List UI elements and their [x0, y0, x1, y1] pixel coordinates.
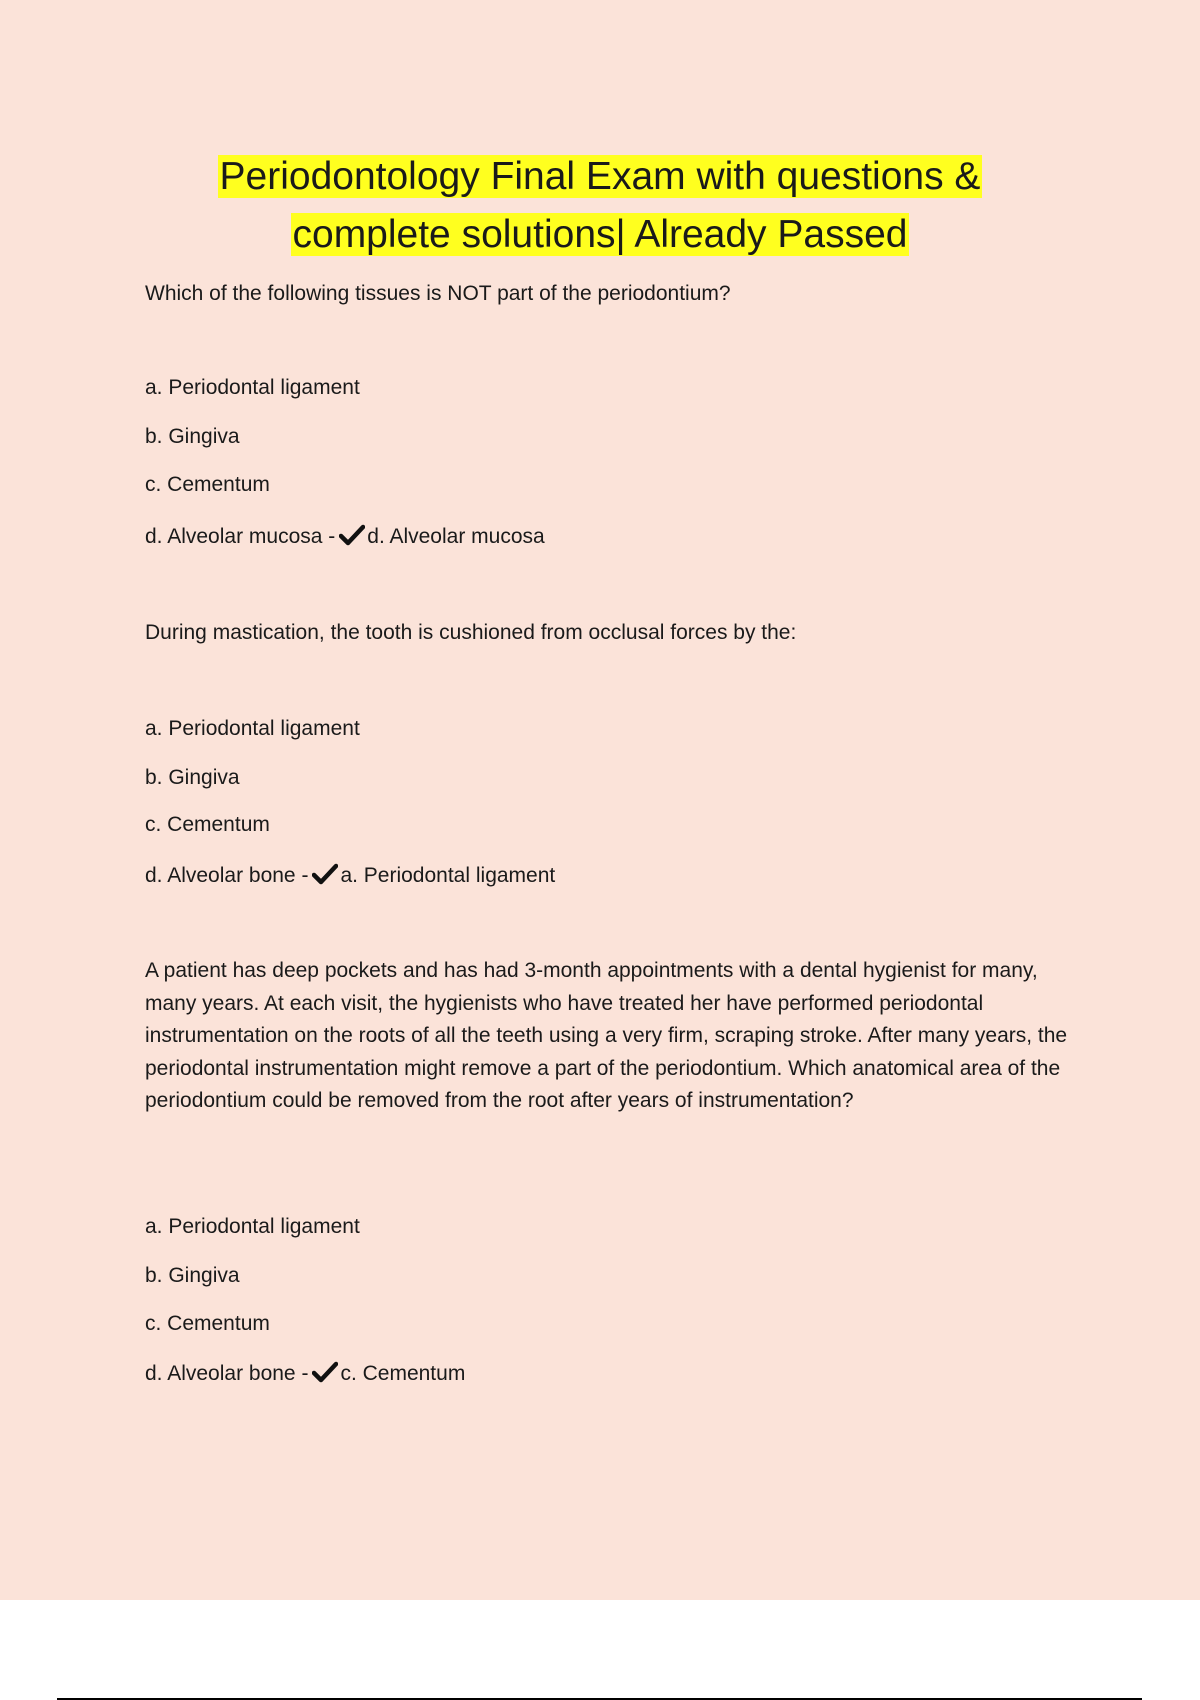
question-1-text: Which of the following tissues is NOT part of the periodontium? — [145, 282, 731, 305]
title-line-1: Periodontology Final Exam with questions & — [219, 155, 981, 198]
question-3-option-a: a. Periodontal ligament — [145, 1215, 360, 1238]
question-2-option-b: b. Gingiva — [145, 766, 240, 789]
question-3-text: A patient has deep pockets and has had 3-month appointments with a dental hygienist for many, many years. At each visit, the hygienists who have treated her have performed periodontal instrumentation on the roots of all the teeth using a very firm, scraping stroke. After many years, the periodontal instrumentation might remove a part of the periodontium. Which anatomical area of the periodontium could be removed from the root after years of instrumentation? — [145, 959, 1068, 1112]
question-1-option-b: b. Gingiva — [145, 425, 240, 448]
question-1-option-a: a. Periodontal ligament — [145, 376, 360, 399]
check-icon — [312, 1361, 338, 1383]
question-2-option-d-answer — [145, 860, 555, 893]
document-title — [0, 148, 1200, 264]
question-1-option-d: d. Alveolar mucosa - — [145, 525, 336, 548]
check-icon — [339, 524, 365, 546]
question-2-answer: a. Periodontal ligament — [340, 864, 556, 887]
question-2-text: During mastication, the tooth is cushioned from occlusal forces by the: — [145, 621, 797, 644]
check-icon — [312, 863, 338, 885]
question-3-option-d: d. Alveolar bone - — [145, 1362, 309, 1385]
question-2-option-a: a. Periodontal ligament — [145, 717, 360, 740]
question-3-option-d-answer — [145, 1358, 465, 1391]
question-3-option-b: b. Gingiva — [145, 1264, 240, 1287]
question-1-option-c: c. Cementum — [145, 473, 270, 496]
question-1-answer: d. Alveolar mucosa — [367, 525, 545, 548]
question-3-answer: c. Cementum — [340, 1362, 466, 1385]
question-2-option-d: d. Alveolar bone - — [145, 864, 309, 887]
title-line-2: complete solutions| Already Passed — [292, 213, 908, 256]
question-1-option-d-answer — [145, 521, 545, 554]
question-3-option-c: c. Cementum — [145, 1312, 270, 1335]
question-2-option-c: c. Cementum — [145, 813, 270, 836]
